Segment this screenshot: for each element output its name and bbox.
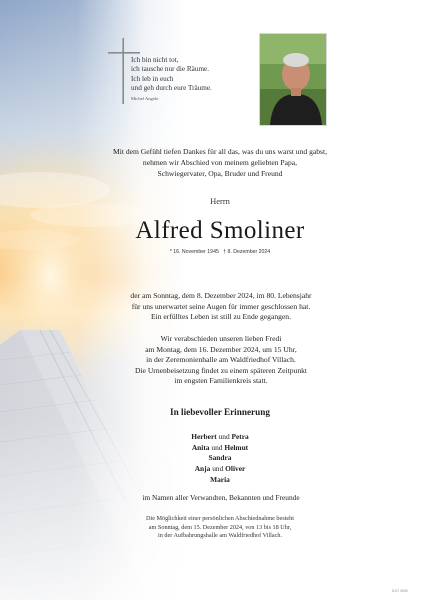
death-notice-line: der am Sonntag, dem 8. Dezember 2024, im 80. Lebensjahr [130, 291, 312, 300]
family-line [100, 443, 340, 454]
intro-line: Mit dem Gefühl tiefen Dankes für all das, was du uns warst und gabst, [112, 147, 328, 156]
family-line [100, 432, 340, 443]
visitation-line: Die Möglichkeit einer persönlichen Abschiednahme besteht [146, 515, 294, 522]
family-member: Anja [194, 464, 211, 474]
family-conjunction: und [218, 432, 230, 441]
ceremony-line: Wir verabschieden unseren lieben Fredi [160, 334, 282, 343]
poem-line: Ich leb in euch [131, 74, 174, 83]
intro-line: Schwiegervater, Opa, Bruder und Freund [157, 169, 283, 178]
visitation-line: in der Aufbahrungshalle am Waldfriedhof Villach. [158, 532, 282, 540]
family-line [100, 475, 340, 486]
relatives-line: im Namen aller Verwandten, Bekannten und Freunde [142, 493, 300, 502]
life-dates [100, 249, 340, 255]
portrait-photo [259, 33, 327, 126]
family-conjunction: und [211, 442, 223, 452]
death-notice-line: für uns unerwartet seine Augen für immer geschlossen hat. [131, 301, 311, 311]
death-notice [96, 291, 346, 323]
family-member: Herbert [191, 432, 217, 441]
family-conjunction: und [212, 464, 224, 474]
ceremony-info [96, 334, 346, 387]
family-member: Maria [210, 474, 230, 484]
family-line [100, 453, 340, 464]
ceremony-line: Die Urnenbeisetzung findet zu einem späteren Zeitpunkt [134, 365, 308, 375]
family-line [100, 464, 340, 475]
visitation-line: am Sonntag, dem 15. Dezember 2024, von 13 bis 18 Uhr, [148, 523, 292, 531]
family-member: Helmut [224, 442, 249, 452]
poem-line: Ich bin nicht tot, [131, 56, 179, 64]
poem-author: Michel Angelo [131, 95, 159, 101]
birth-date: * 16. November 1945 [169, 249, 219, 255]
footer-code: D:07 3000 [392, 589, 408, 593]
salutation: Herrn [210, 196, 230, 206]
ceremony-line: im engsten Familienkreis statt. [174, 376, 268, 386]
intro-line: nehmen wir Abschied von meinem geliebten Papa, [142, 158, 298, 167]
deceased-name: Alfred Smoliner [135, 217, 305, 244]
ceremony-line: in der Zeremonienhalle am Waldfriedhof Villach. [146, 355, 296, 365]
family-member: Petra [231, 432, 249, 441]
family-member: Anita [191, 442, 210, 452]
family-member: Oliver [225, 464, 246, 474]
visitation-info [100, 515, 340, 541]
death-date: † 8. Dezember 2024 [223, 249, 271, 255]
family-member: Sandra [208, 453, 232, 463]
intro-text [100, 146, 340, 179]
family-list [100, 432, 340, 486]
poem [131, 56, 261, 102]
death-notice-line: Ein erfülltes Leben ist still zu Ende gegangen. [150, 312, 292, 322]
ceremony-line: am Montag, dem 16. Dezember 2024, um 15 Uhr, [145, 344, 297, 354]
poem-line: ich tausche nur die Räume. [131, 65, 210, 74]
poem-line: und geh durch eure Träume. [131, 84, 212, 93]
memory-title: In liebevoller Erinnerung [170, 407, 270, 417]
